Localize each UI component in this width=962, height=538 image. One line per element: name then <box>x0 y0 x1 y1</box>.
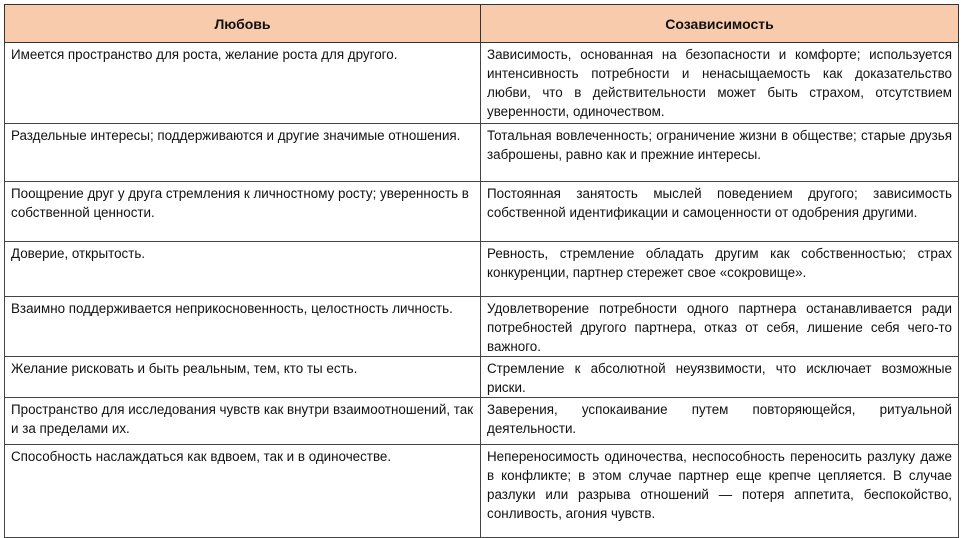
header-row <box>5 5 959 43</box>
codependency-cell: Заверения, успокаивание путем повторяющейся, ритуальной деятельности. <box>481 398 959 445</box>
codependency-cell: Стремление к абсолютной неуязвимости, что исключает возможные риски. <box>481 357 959 398</box>
table-row <box>5 43 959 124</box>
table-row <box>5 357 959 398</box>
codependency-cell: Зависимость, основанная на безопасности и комфорте; используется интенсивность потребности и ненасыщаемость как доказательство любви, что в действительности может быть страхом, отсутствием уверенности, одиночеством. <box>481 43 959 124</box>
codependency-cell: Ревность, стремление обладать другим как собственностью; страх конкуренции, партнер стережет свое «сокровище». <box>481 242 959 297</box>
table-row <box>5 242 959 297</box>
table-row <box>5 398 959 445</box>
love-cell: Поощрение друг у друга стремления к личностному росту; уверенность в собственной ценности. <box>5 182 481 242</box>
header-love: Любовь <box>5 5 481 43</box>
love-cell: Раздельные интересы; поддерживаются и другие значимые отношения. <box>5 124 481 182</box>
love-cell: Пространство для исследования чувств как внутри взаимоотношений, так и за пределами их. <box>5 398 481 445</box>
table-row <box>5 182 959 242</box>
love-cell: Взаимно поддерживается неприкосновенность, целостность личность. <box>5 297 481 357</box>
codependency-cell: Непереносимость одиночества, неспособность переносить разлуку даже в конфликте; в этом случае партнер еще крепче цепляется. В случае разлуки или разрыва отношений — потеря аппетита, беспокойство, сонливость, агония чувств. <box>481 445 959 538</box>
love-cell: Желание рисковать и быть реальным, тем, кто ты есть. <box>5 357 481 398</box>
love-cell: Способность наслаждаться как вдвоем, так и в одиночестве. <box>5 445 481 538</box>
table-row <box>5 124 959 182</box>
codependency-cell: Тотальная вовлеченность; ограничение жизни в обществе; старые друзья заброшены, равно как и прежние интересы. <box>481 124 959 182</box>
table-row <box>5 297 959 357</box>
love-cell: Имеется пространство для роста, желание роста для другого. <box>5 43 481 124</box>
codependency-cell: Постоянная занятость мыслей поведением другого; зависимость собственной идентификации и самоценности от одобрения другими. <box>481 182 959 242</box>
love-vs-codependency-table <box>4 4 959 538</box>
header-codependency: Созависимость <box>481 5 959 43</box>
comparison-table-container <box>4 4 958 524</box>
table-row <box>5 445 959 538</box>
codependency-cell: Удовлетворение потребности одного партнера останавливается ради потребностей другого партнера, отказ от себя, лишение себя чего-то важного. <box>481 297 959 357</box>
love-cell: Доверие, открытость. <box>5 242 481 297</box>
